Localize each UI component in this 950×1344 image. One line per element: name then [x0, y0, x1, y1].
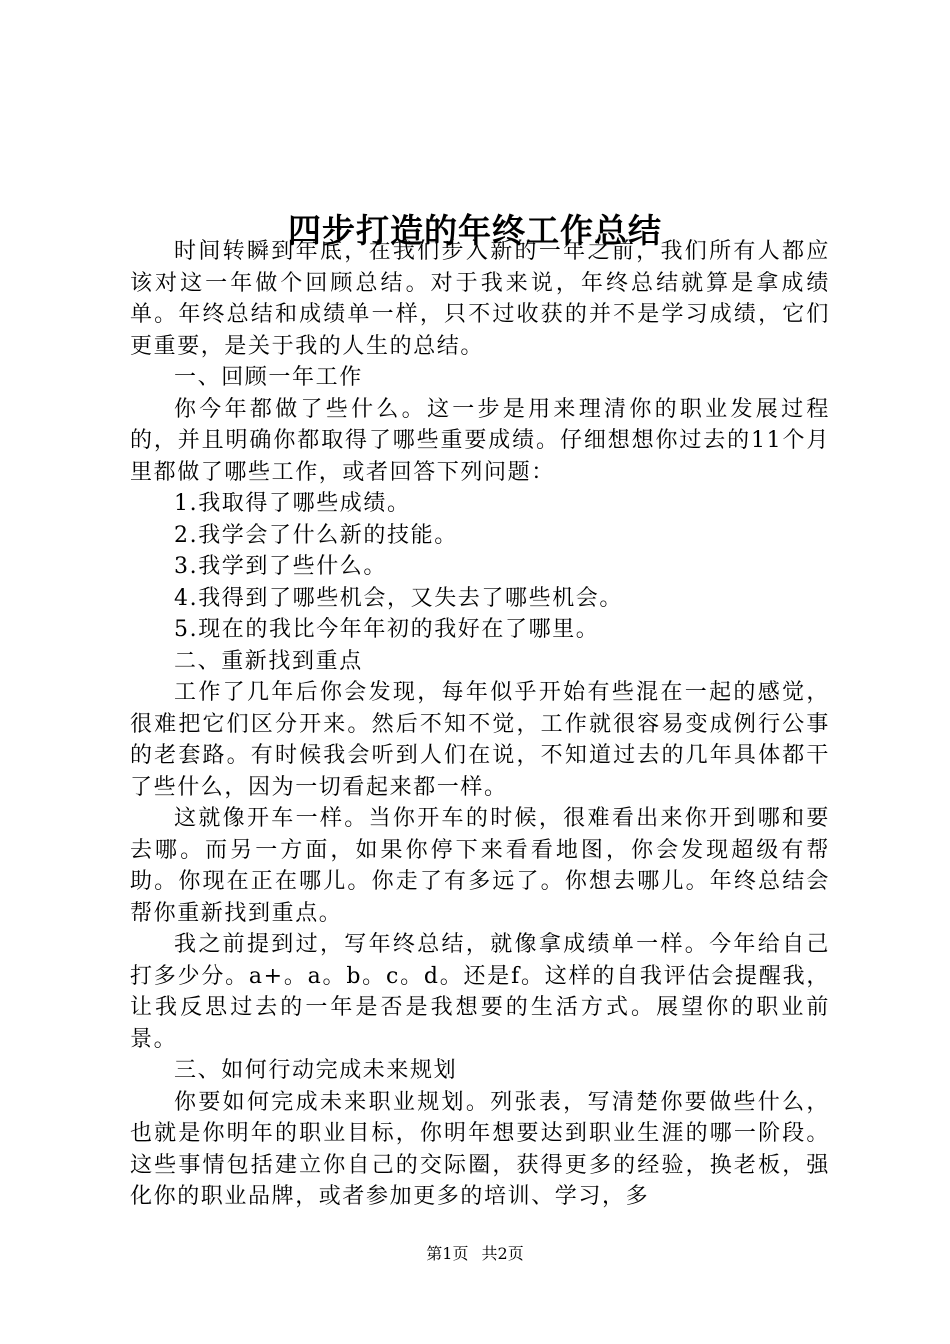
document-title: 四步打造的年终工作总结 [288, 211, 662, 251]
page-total: 共2页 [481, 1244, 524, 1263]
paragraph-refocus-2: 这就像开车一样。当你开车的时候，很难看出来你开到哪和要去哪。而另一方面，如果你停下来看看地图，你会发现超级有帮助。你现在正在哪儿。你走了有多远了。你想去哪儿。年终总结会帮你重新找到重点。 [130, 806, 830, 926]
section-heading-2: 二、重新找到重点 [174, 648, 363, 674]
page-number: 第1页 [426, 1244, 469, 1263]
list-item: 2.我学会了什么新的技能。 [174, 522, 458, 548]
page-footer [0, 1242, 950, 1266]
paragraph-refocus-1: 工作了几年后你会发现，每年似乎开始有些混在一起的感觉，很难把它们区分开来。然后不知不觉，工作就很容易变成例行公事的老套路。有时候我会听到人们在说，不知道过去的几年具体都干了些什么，因为一切看起来都一样。 [130, 680, 830, 800]
paragraph-review: 你今年都做了些什么。这一步是用来理清你的职业发展过程的，并且明确你都取得了哪些重要成绩。仔细想想你过去的11个月里都做了哪些工作，或者回答下列问题： [130, 396, 830, 485]
paragraph-action: 你要如何完成未来职业规划。列张表，写清楚你要做些什么，也就是你明年的职业目标，你明年想要达到职业生涯的哪一阶段。这些事情包括建立你自己的交际圈，获得更多的经验，换老板，强化你的职业品牌，或者参加更多的培训、学习，多 [130, 1089, 830, 1209]
list-item: 1.我取得了哪些成绩。 [174, 491, 411, 516]
list-item: 3.我学到了些什么。 [174, 554, 387, 579]
paragraph-refocus-3: 我之前提到过，写年终总结，就像拿成绩单一样。今年给自己打多少分。a+。a。b。c。d。还是f。这样的自我评估会提醒我，让我反思过去的一年是否是我想要的生活方式。展望你的职业前景。 [130, 932, 830, 1052]
list-item: 4.我得到了哪些机会，又失去了哪些机会。 [174, 585, 623, 611]
paragraph-intro: 时间转瞬到年底，在我们步入新的一年之前，我们所有人都应该对这一年做个回顾总结。对于我来说，年终总结就算是拿成绩单。年终总结和成绩单一样，只不过收获的并不是学习成绩，它们更重要，是关于我的人生的总结。 [130, 239, 830, 359]
section-heading-3: 三、如何行动完成未来规划 [174, 1058, 458, 1083]
list-item: 5.现在的我比今年年初的我好在了哪里。 [174, 617, 600, 642]
section-heading-1: 一、回顾一年工作 [174, 365, 363, 390]
document-body [130, 236, 830, 1213]
